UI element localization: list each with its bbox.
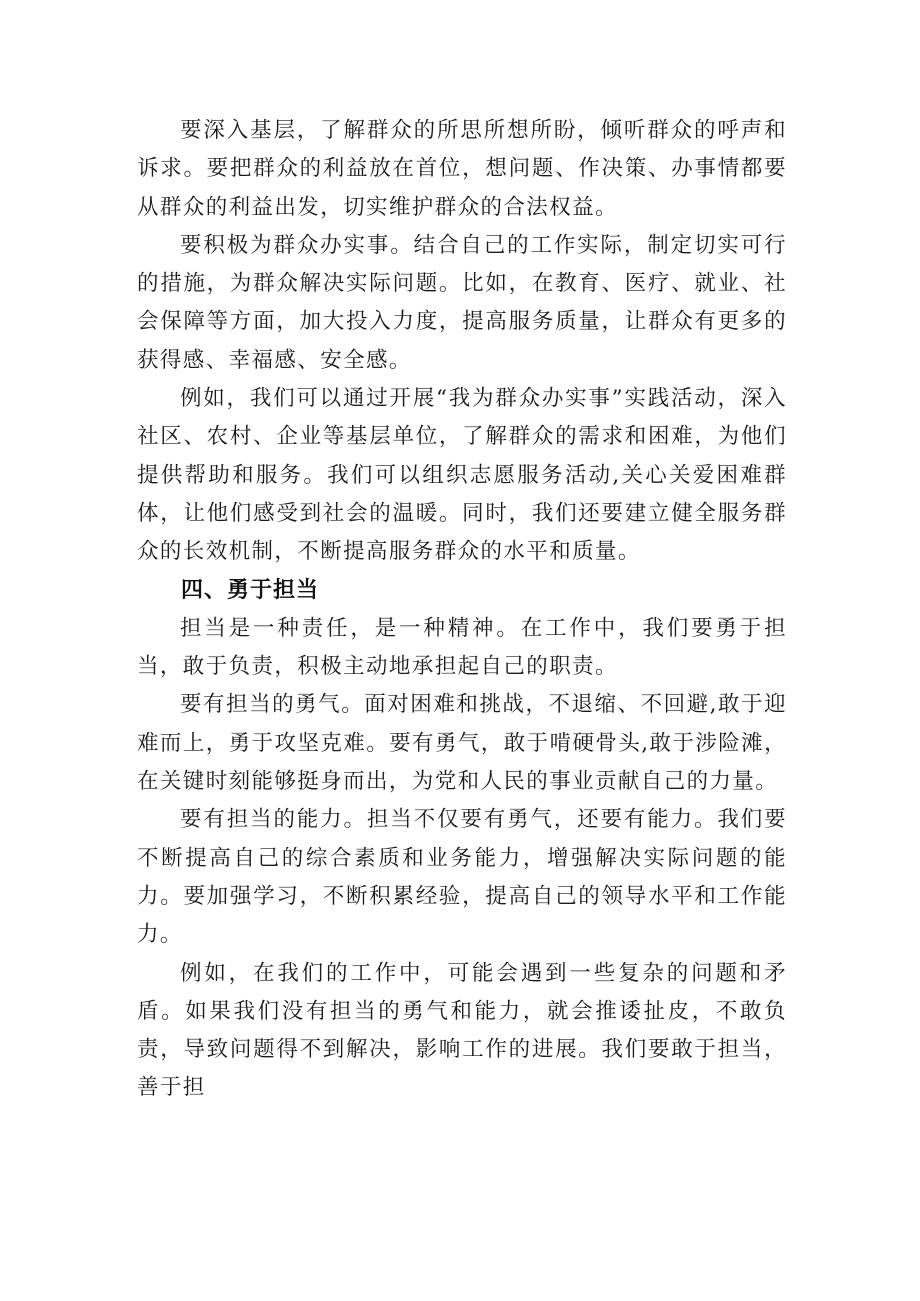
paragraph-service-example: 例如，我们可以通过开展“我为群众办实事”实践活动，深入社区、农村、企业等基层单位，了解群众的需求和困难，为他们提供帮助和服务。我们可以组织志愿服务活动,关心关爱困难群体，让他们感受到社会的温暖。同时，我们还要建立健全服务群众的长效机制，不断提高服务群众的水平和质量。: [137, 386, 787, 565]
section-heading-responsibility: 四、勇于担当: [181, 577, 320, 603]
paragraph-responsibility-intro: 担当是一种责任，是一种精神。在工作中，我们要勇于担当，敢于负责，积极主动地承担起自己的职责。: [137, 615, 787, 680]
paragraph-responsibility-example: 例如，在我们的工作中，可能会遇到一些复杂的问题和矛盾。如果我们没有担当的勇气和能力，就会推诿扯皮，不敢负责，导致问题得不到解决，影响工作的进展。我们要敢于担当，善于担: [137, 960, 787, 1101]
paragraph-serve-grassroots: 要深入基层，了解群众的所思所想所盼，倾听群众的呼声和诉求。要把群众的利益放在首位，想问题、作决策、办事情都要从群众的利益出发，切实维护群众的合法权益。: [137, 118, 787, 220]
paragraph-ability: 要有担当的能力。担当不仅要有勇气，还要有能力。我们要不断提高自己的综合素质和业务能力，增强解决实际问题的能力。要加强学习，不断积累经验，提高自己的领导水平和工作能力。: [137, 807, 787, 948]
document-body: [137, 112, 787, 1108]
paragraph-courage: 要有担当的勇气。面对困难和挑战，不退缩、不回避,敢于迎难而上，勇于攻坚克难。要有勇气，敢于啃硬骨头,敢于涉险滩，在关键时刻能够挺身而出，为党和人民的事业贡献自己的力量。: [137, 692, 787, 795]
paragraph-practical-matters: 要积极为群众办实事。结合自己的工作实际，制定切实可行的措施，为群众解决实际问题。比如，在教育、医疗、就业、社会保障等方面，加大投入力度，提高服务质量，让群众有更多的获得感、幸福感、安全感。: [137, 232, 787, 373]
